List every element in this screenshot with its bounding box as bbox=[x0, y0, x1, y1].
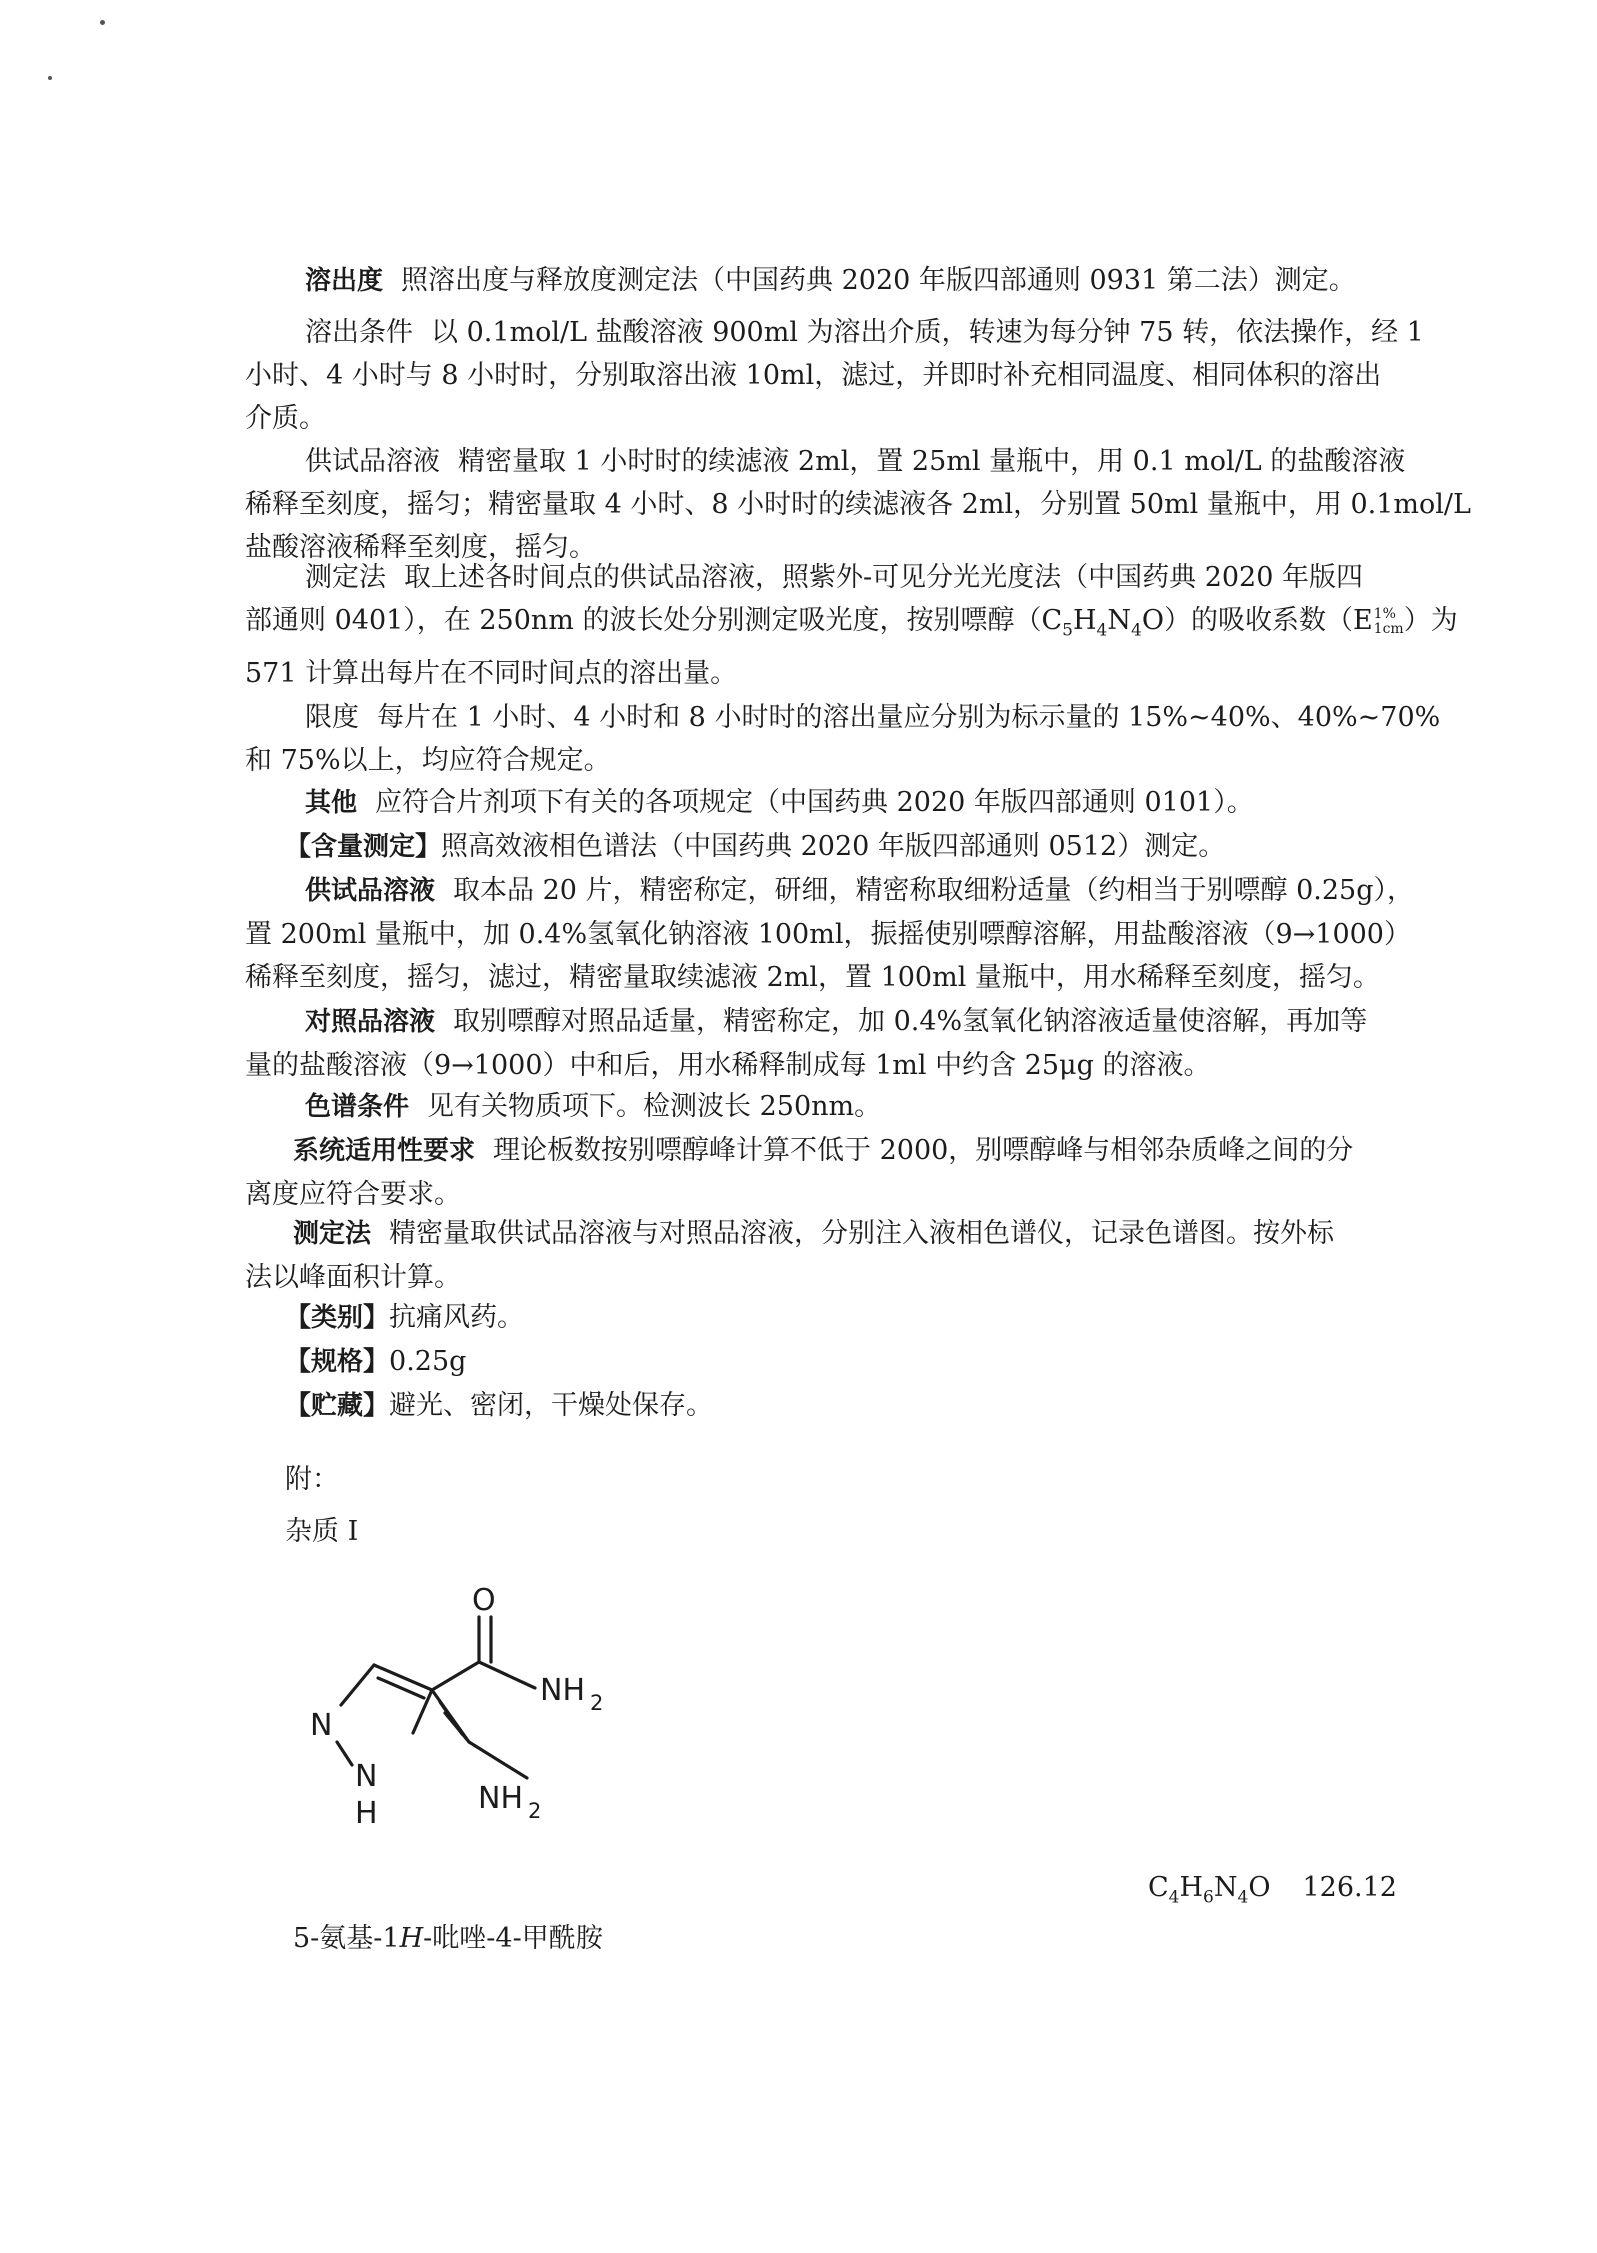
method-line: 571 计算出每片在不同时间点的溶出量。 bbox=[245, 658, 738, 690]
amide-nh-label: NH bbox=[540, 1673, 585, 1708]
chromatography-text: 见有关物质项下。检测波长 250nm。 bbox=[427, 1091, 882, 1122]
ring-n-label: N bbox=[310, 1708, 333, 1743]
compound-name: 5-氨基-1H-吡唑-4-甲酰胺 bbox=[293, 1923, 603, 1954]
assay-text: 照高效液相色谱法（中国药典 2020 年版四部通则 0512）测定。 bbox=[441, 831, 1226, 862]
oxygen-label: O bbox=[472, 1583, 496, 1618]
chromatography-label: 色谱条件 bbox=[305, 1092, 410, 1122]
bond-c4-c5 bbox=[432, 1690, 469, 1742]
assay-reference-solution bbox=[245, 1000, 1380, 1087]
dissolution-conditions bbox=[245, 311, 1424, 440]
appendix-label: 附： bbox=[285, 1464, 339, 1495]
suitability-line: 离度应符合要求。 bbox=[245, 1179, 461, 1210]
amide-nh-sub: 2 bbox=[590, 1691, 604, 1715]
assay-test-solution-line: 稀释至刻度，摇匀，滤过，精密量取续滤液 2ml，置 100ml 量瓶中，用水稀释至刻度，摇匀。 bbox=[245, 962, 1380, 993]
reference-solution-line: 取别嘌醇对照品适量，精密称定，加 0.4%氢氧化钠溶液适量使溶解，再加等 bbox=[453, 1006, 1368, 1037]
other-text: 应符合片剂项下有关的各项规定（中国药典 2020 年版四部通则 0101）。 bbox=[375, 787, 1254, 818]
reference-solution-label: 对照品溶液 bbox=[305, 1007, 436, 1037]
conditions-line: 小时、4 小时与 8 小时时，分别取溶出液 10ml，滤过，并即时补充相同温度、相同体积的溶出 bbox=[245, 360, 1382, 391]
other-section bbox=[245, 781, 1380, 825]
bond-n2-n1 bbox=[337, 1742, 352, 1765]
method-line: 部通则 0401），在 250nm 的波长处分别测定吸光度，按别嘌醇$(C_5H_4N_4O)$的吸收系数（E 1% 1cm ）为 bbox=[245, 605, 1458, 641]
impurity-title: 杂质 I bbox=[285, 1516, 359, 1547]
test-solution-label: 供试品溶液 bbox=[305, 446, 440, 477]
bond-c6-nh2 bbox=[479, 1662, 535, 1688]
bond-c3-n2 bbox=[341, 1665, 374, 1705]
scan-speck bbox=[100, 20, 105, 25]
test-solution-line: 盐酸溶液稀释至刻度，摇匀。 bbox=[245, 532, 596, 563]
assay-test-solution-line: 置 200ml 量瓶中，加 0.4%氢氧化钠溶液 100ml，振摇使别嘌醇溶解，用盐酸溶液（9→1000） bbox=[245, 919, 1411, 950]
appendix bbox=[245, 1458, 1380, 1501]
method-label: 测定法 bbox=[305, 562, 386, 593]
dissolution-method bbox=[245, 556, 1458, 695]
assay-test-solution-label: 供试品溶液 bbox=[305, 876, 436, 906]
suitability-line: 理论板数按别嘌醇峰计算不低于 2000，别嘌醇峰与相邻杂质峰之间的分 bbox=[493, 1135, 1354, 1166]
conditions-label: 溶出条件 bbox=[305, 317, 413, 348]
scan-speck bbox=[48, 76, 52, 80]
assay-method-line: 法以峰面积计算。 bbox=[245, 1262, 461, 1293]
limit-line: 每片在 1 小时、4 小时和 8 小时时的溶出量应分别为标示量的 15%~40%、40%~70% bbox=[377, 702, 1441, 733]
assay-chromatography bbox=[245, 1085, 1380, 1129]
assay-method-line: 精密量取供试品溶液与对照品溶液，分别注入液相色谱仪，记录色谱图。按外标 bbox=[389, 1218, 1335, 1249]
amino-nh-label: NH bbox=[478, 1781, 523, 1816]
limit-line: 和 75%以上，均应符合规定。 bbox=[245, 745, 611, 776]
ring-nh-n-label: N bbox=[355, 1759, 378, 1794]
category-label: 【类别】 bbox=[285, 1303, 390, 1333]
specification-label: 【规格】 bbox=[285, 1347, 390, 1377]
bond-c5-nh2 bbox=[469, 1742, 527, 1778]
reference-solution-line: 量的盐酸溶液（9→1000）中和后，用水稀释制成每 1ml 中约含 25μg 的溶液。 bbox=[245, 1050, 1211, 1081]
dissolution-heading: 溶出度 bbox=[305, 266, 384, 296]
bond-c5-n1 bbox=[445, 1713, 469, 1742]
molecular-formula: $C_4H_6N_4O$ 126.12 bbox=[1148, 1872, 1397, 1908]
assay-test-solution bbox=[245, 869, 1415, 999]
assay-suitability bbox=[245, 1129, 1380, 1216]
assay-section bbox=[245, 825, 1380, 869]
test-solution-line: 精密量取 1 小时时的续滤液 2ml，置 25ml 量瓶中，用 0.1 mol/L 的盐酸溶液 bbox=[458, 446, 1406, 477]
molecular-weight: 126.12 bbox=[1302, 1872, 1397, 1903]
bond-c3-c4 bbox=[374, 1665, 432, 1690]
conditions-line: 以 0.1mol/L 盐酸溶液 900ml 为溶出介质，转速为每分钟 75 转，依法操作，经 1 bbox=[431, 317, 1424, 348]
assay-method bbox=[245, 1212, 1380, 1299]
specification-text: 0.25g bbox=[389, 1346, 467, 1377]
amino-nh-sub: 2 bbox=[528, 1799, 542, 1823]
dissolution-test-solution bbox=[245, 440, 1471, 569]
dissolution-limit bbox=[245, 696, 1441, 782]
assay-heading: 【含量测定】 bbox=[285, 832, 442, 862]
limit-label: 限度 bbox=[305, 702, 359, 733]
meta-sections bbox=[245, 1296, 1380, 1428]
bond-c4-c5-double bbox=[440, 1702, 462, 1734]
test-solution-line: 稀释至刻度，摇匀；精密量取 4 小时、8 小时时的续滤液各 2ml，分别置 50ml 量瓶中，用 0.1mol/L bbox=[245, 489, 1471, 520]
assay-test-solution-line: 取本品 20 片，精密称定，研细，精密称取细粉适量（约相当于别嘌醇 0.25g）， bbox=[453, 875, 1415, 906]
storage-label: 【贮藏】 bbox=[285, 1391, 390, 1421]
dissolution-text: 照溶出度与释放度测定法（中国药典 2020 年版四部通则 0931 第二法）测定。 bbox=[401, 265, 1356, 296]
suitability-label: 系统适用性要求 bbox=[293, 1136, 476, 1166]
ring-nh-h-label: H bbox=[355, 1796, 378, 1831]
conditions-line: 介质。 bbox=[245, 403, 326, 434]
bond-c3-c4-double bbox=[378, 1678, 424, 1698]
bond-c4-c6 bbox=[432, 1662, 479, 1690]
bond-n1-c5 bbox=[413, 1690, 432, 1733]
impurity-title-row bbox=[245, 1510, 1380, 1553]
storage-text: 避光、密闭，干燥处保存。 bbox=[389, 1390, 714, 1421]
other-heading: 其他 bbox=[305, 788, 358, 818]
assay-method-label: 测定法 bbox=[293, 1219, 372, 1249]
dissolution-heading-line bbox=[245, 259, 1380, 303]
category-text: 抗痛风药。 bbox=[389, 1302, 525, 1333]
method-line: 取上述各时间点的供试品溶液，照紫外-可见分光光度法（中国药典 2020 年版四 bbox=[404, 562, 1363, 593]
